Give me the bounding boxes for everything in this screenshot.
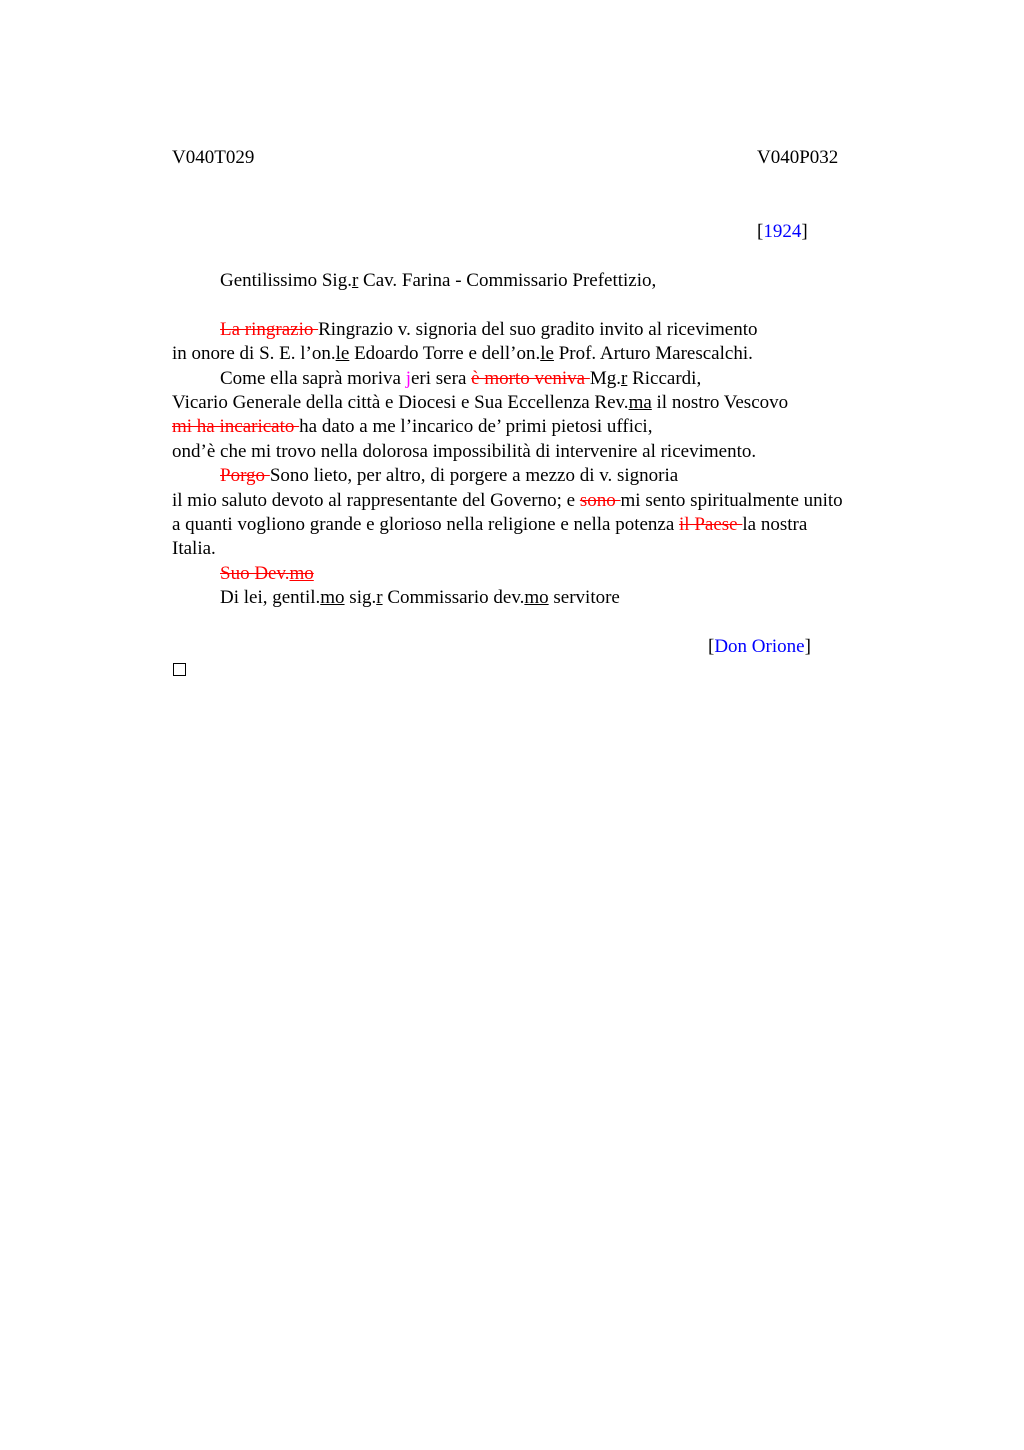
line-text: la nostra [742,514,808,536]
inserted-text: j [405,367,411,389]
deleted-text: Porgo [220,465,270,487]
line-text: servitore [548,587,620,609]
signature-open-bracket: [ [708,636,715,657]
line-text: Mg. [589,367,622,389]
line-text: ond’è che mi trovo nella dolorosa impossibilità di intervenire al ricevimento. [172,440,757,462]
paragraph-gap [172,293,912,317]
line-text: mi sento spiritualmente unito [620,489,843,511]
deleted-text: Suo Dev. [220,562,290,584]
deleted-text: sono [579,489,621,511]
line-text: Prof. Arturo Marescalchi. [553,343,753,365]
letter-line-3 [172,367,912,391]
signature [708,635,811,659]
deleted-text: La ringrazio [220,318,319,340]
deleted-text: è morto veniva [471,367,590,389]
underlined-abbreviation: mo [320,587,345,609]
underlined-abbreviation: le [540,343,554,365]
letter-line-6 [172,440,912,464]
date-year: 1924 [763,221,802,242]
deleted-text: mi ha incaricato [172,416,300,438]
deleted-underlined-text: mo [289,562,314,584]
salutation-line [172,269,912,293]
salutation-text-end: Cav. Farina - Commissario Prefettizio, [358,270,657,291]
line-text: sig. [344,587,377,609]
line-text: Di lei, gentil. [220,587,321,609]
signature-name: Don Orione [714,636,805,657]
line-text: in onore di S. E. l’on. [172,343,336,365]
line-text: a quanti vogliono grande e glorioso nella religione e nella potenza [172,514,680,536]
date-close-bracket: ] [801,221,808,242]
date-open-bracket: [ [757,221,764,242]
letter-line-4 [172,391,912,415]
letter-body [172,269,912,611]
line-text: Sono lieto, per altro, di porgere a mezzo di v. signoria [269,465,679,487]
underlined-abbreviation: r [621,367,628,389]
underlined-abbreviation: r [376,587,383,609]
salutation-abbreviation: r [351,270,359,291]
document-code-right: V040P032 [757,147,839,168]
line-text: Commissario dev. [382,587,525,609]
line-text: ha dato a me l’incarico de’ primi pietosi uffici, [299,416,653,438]
salutation-text: Gentilissimo Sig. [220,270,352,291]
line-text: eri sera [411,367,472,389]
letter-line-1 [172,318,912,342]
letter-line-10 [172,537,912,561]
letter-line-12 [172,586,912,610]
line-text: il nostro Vescovo [651,392,789,414]
underlined-abbreviation: le [335,343,350,365]
line-text: Vicario Generale della città e Diocesi e Sua Eccellenza Rev. [172,392,629,414]
line-text: Riccardi, [627,367,702,389]
letter-line-2 [172,342,912,366]
letter-line-8 [172,489,912,513]
line-text: Edoardo Torre e dell’on. [349,343,541,365]
document-code-left: V040T029 [172,147,255,168]
document-date [757,220,808,244]
letter-line-11 [172,562,912,586]
line-text: Come ella saprà moriva [220,367,406,389]
letter-line-7 [172,464,912,488]
line-text: il mio saluto devoto al rappresentante del Governo; e [172,489,580,511]
empty-square-icon [173,663,186,676]
deleted-text: il Paese [679,514,743,536]
line-text: Ringrazio v. signoria del suo gradito invito al ricevimento [318,318,758,340]
underlined-abbreviation: mo [524,587,549,609]
letter-line-5 [172,415,912,439]
signature-close-bracket: ] [804,636,811,657]
letter-line-9 [172,513,912,537]
underlined-abbreviation: ma [628,392,652,414]
line-text: Italia. [172,538,216,560]
